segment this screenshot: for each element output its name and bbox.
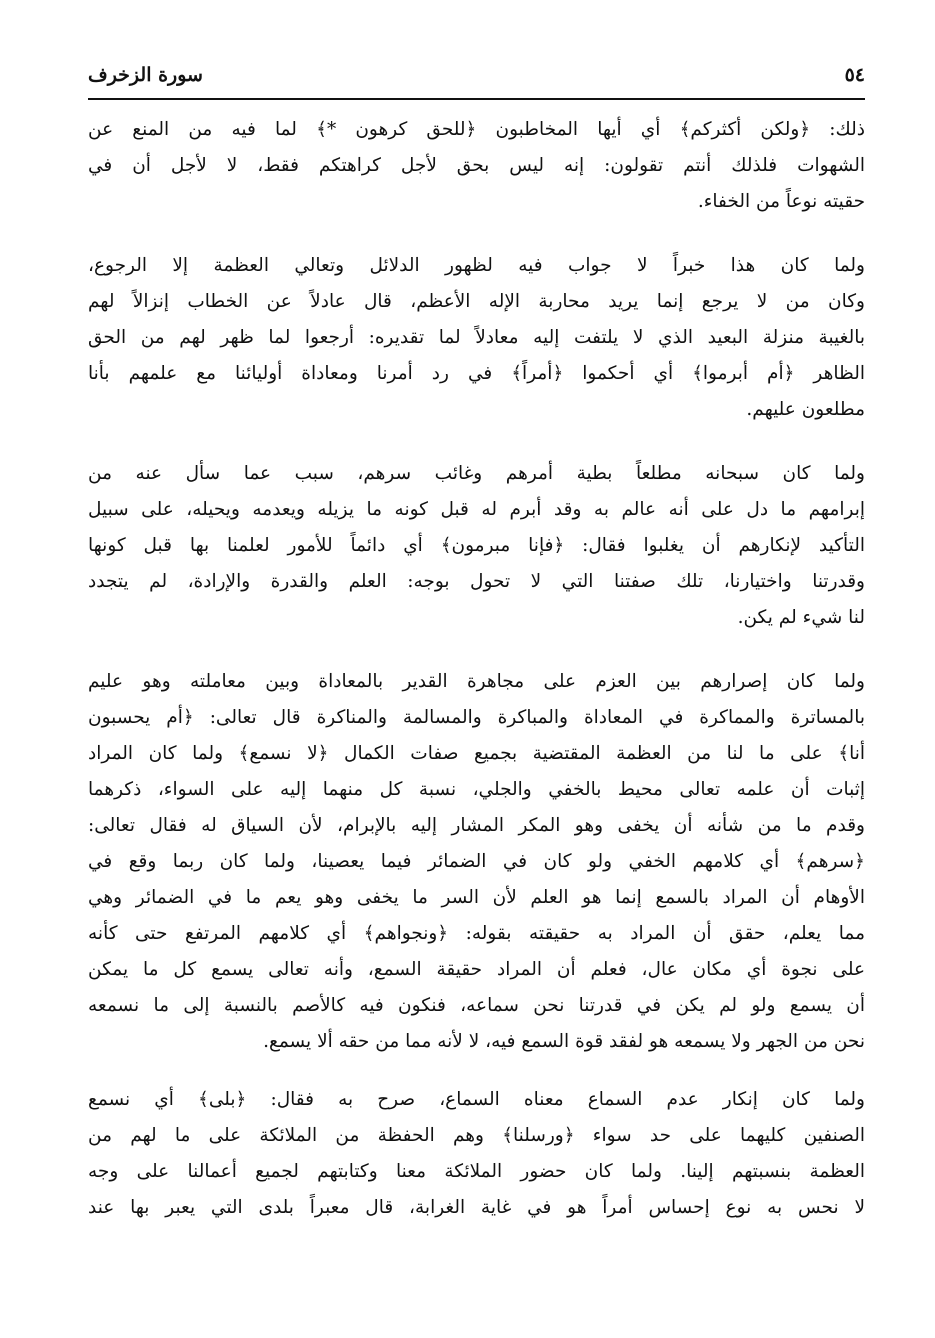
paragraph-gap: [88, 636, 865, 664]
text-line: إبرامهم ما دل على أنه عالم به وقد أبرم له قبل كونه ما يزيله ويعدمه ويحيله، على سبيل: [88, 499, 865, 520]
text-line: بالغيبة منزلة البعيد الذي لا يلتفت إليه معادلاً لما تقديره: أرجعوا لما ظهر لهم من الحق: [88, 327, 865, 348]
paragraph: [88, 1082, 865, 1226]
page-body: [88, 112, 865, 1226]
text-line: العظمة بنسبتهم إلينا. ولما كان حضور الملائكة معنا وكتابتهم لجميع أعمالنا على وجه: [88, 1161, 865, 1182]
text-line: مطلعون عليهم.: [746, 399, 865, 420]
text-line: الظاهر ﴿أم أبرموا﴾ أي أحكموا ﴿أمراً﴾ في رد أمرنا ومعاداة أوليائنا مع علمهم بأنا: [88, 363, 865, 384]
text-line: ذلك: ﴿ولكن أكثركم﴾ أي أيها المخاطبون ﴿للحق كرهون *﴾ لما فيه من المنع عن: [88, 119, 865, 140]
text-line: أن يسمع ولو لم يكن في قدرتنا نحن سماعه، فنكون فيه كالأصم بالنسبة إلى ما نسمعه: [88, 995, 865, 1016]
text-line: ولما كان هذا خبراً لا جواب فيه لظهور الدلائل وتعالي العظمة إلا الرجوع،: [88, 255, 865, 276]
text-line: وكان من لا يرجع إنما يريد محاربة الإله الأعظم، قال عادلاً عن الخطاب إنزالاً لهم: [88, 291, 865, 312]
text-line: إثبات أن علمه تعالى محيط بالخفي والجلي، نسبة كل منهما إليه على السواء، ذكرهما: [88, 779, 865, 800]
text-line: الشهوات فلذلك أنتم تقولون: إنه ليس بحق لأجل كراهتكم فقط، لا لأجل أن في: [88, 155, 865, 176]
paragraph: [88, 248, 865, 428]
page-number: ٥٤: [844, 64, 865, 86]
text-line: ولما كان سبحانه مطلعاً بطية أمرهم وغائب سرهم، سبب عما سأل عنه من: [88, 463, 865, 484]
paragraph: [88, 112, 865, 220]
paragraph-gap: [88, 220, 865, 248]
text-line: وقدرتنا واختيارنا، تلك صفتنا التي لا تحول بوجه: العلم والقدرة والإرادة، لم يتجدد: [88, 571, 865, 592]
paragraph-gap: [88, 1060, 865, 1082]
paragraph: [88, 664, 865, 1060]
text-line: وقدم ما من شأنه أن يخفى وهو المكر المشار إليه بالإبرام، لأن السياق له فقال تعالى:: [88, 815, 865, 836]
text-line: حقيته نوعاً من الخفاء.: [697, 191, 865, 212]
text-line: التأكيد لإنكارهم أن يغلبوا فقال: ﴿فإنا مبرمون﴾ أي دائماً للأمور لعلمنا بها قبل كونها: [88, 535, 865, 556]
text-line: على نجوة أي مكان عال، فعلم أن المراد حقيقة السمع، وأنه تعالى يسمع كل ما يمكن: [88, 959, 865, 980]
text-line: لا نحس به نوع إحساس أمراً هو في غاية الغرابة، قال معبراً بلدى التي يعبر بها عند: [88, 1197, 865, 1218]
text-line: مما يعلم، حقق أن المراد به حقيقته بقوله: ﴿ونجواهم﴾ أي كلامهم المرتفع حتى كأنه: [88, 923, 865, 944]
text-line: بالمساترة والمماكرة في المعاداة والمباكرة والمسالمة والمناكرة قال تعالى: ﴿أم يحسبون: [88, 707, 865, 728]
text-line: الصنفين كليهما على حد سواء ﴿ورسلنا﴾ وهم الحفظة من الملائكة على ما لهم من: [88, 1125, 865, 1146]
text-line: نحن من الجهر ولا يسمعه هو لفقد قوة السمع فيه، لا لأنه مما من حقه ألا يسمع.: [263, 1031, 865, 1052]
text-line: الأوهام أن المراد بالسمع إنما هو العلم لأن السر ما يخفى وهو يعم ما في الضمائر وهي: [88, 887, 865, 908]
paragraph-gap: [88, 428, 865, 456]
text-line: أنا﴾ على ما لنا من العظمة المقتضية بجميع صفات الكمال ﴿لا نسمع﴾ ولما كان المراد: [88, 743, 865, 764]
surah-title: سورة الزخرف: [88, 64, 203, 86]
text-line: لنا شيء لم يكن.: [737, 607, 865, 628]
text-line: ﴿سرهم﴾ أي كلامهم الخفي ولو كان في الضمائر فيما يعصينا، ولما كان ربما وقع في: [88, 851, 865, 872]
page-header: [88, 58, 865, 92]
header-divider: [88, 98, 865, 100]
paragraph: [88, 456, 865, 636]
text-line: ولما كان إنكار عدم السماع معناه السماع، صرح به فقال: ﴿بلى﴾ أي نسمع: [88, 1089, 865, 1110]
text-line: ولما كان إصرارهم بين العزم على مجاهرة القدير بالمعاداة وبين معاملته وهو عليم: [88, 671, 865, 692]
